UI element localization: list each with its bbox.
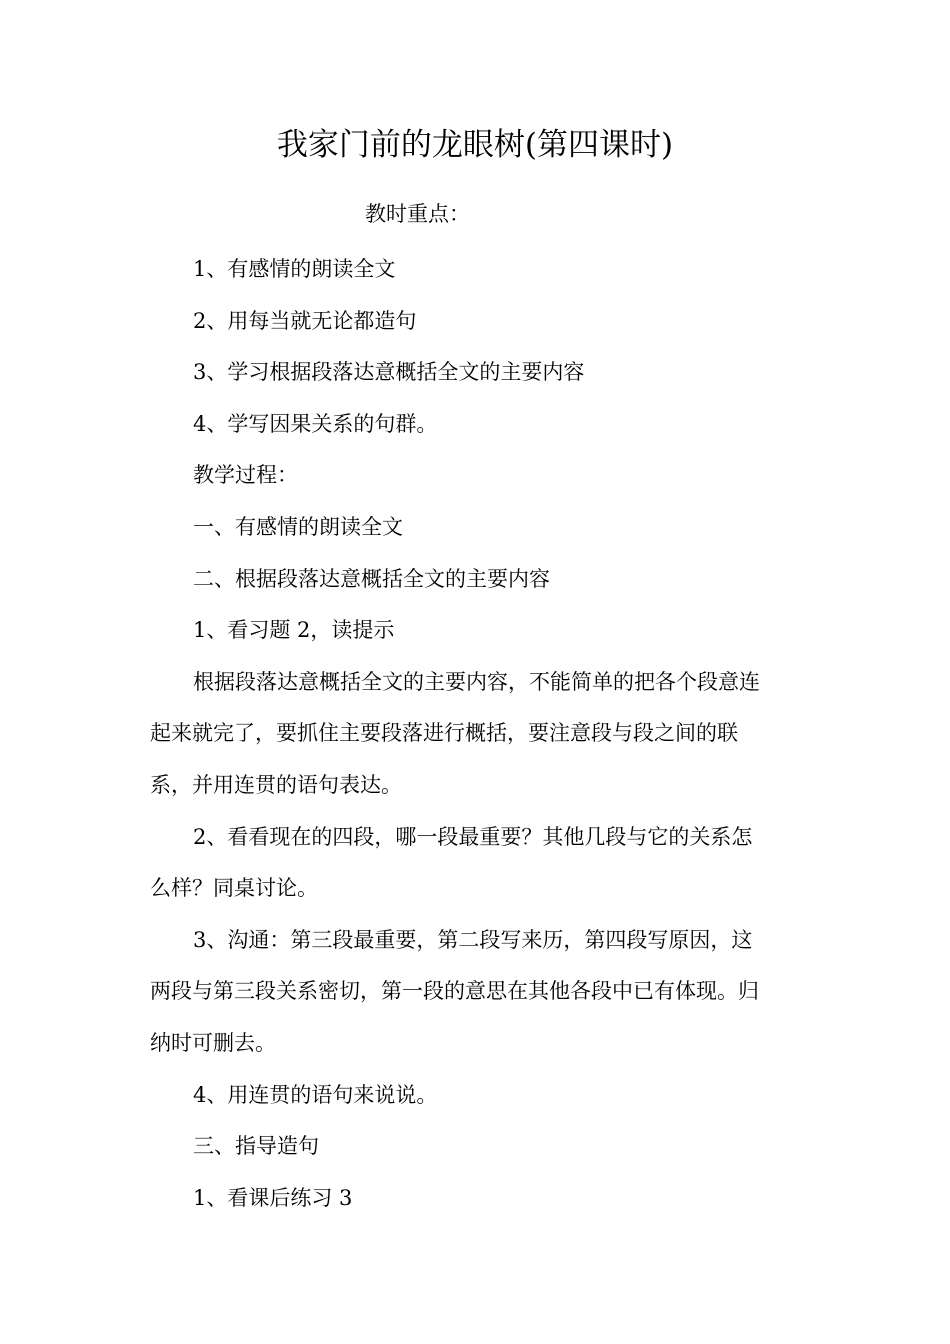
body-line: 两段与第三段关系密切，第一段的意思在其他各段中已有体现。归 [150, 979, 759, 1004]
body-line: 教学过程： [193, 463, 298, 488]
focus-heading: 教时重点： [365, 202, 470, 226]
body-line: 2、看看现在的四段，哪一段最重要？其他几段与它的关系怎 [193, 824, 753, 849]
document-body [150, 244, 802, 1224]
body-line: 4、学写因果关系的句群。 [193, 411, 438, 436]
body-line: 系，并用连贯的语句表达。 [150, 772, 402, 797]
body-line: 二、根据段落达意概括全文的主要内容 [193, 566, 550, 591]
body-line: 么样？同桌讨论。 [150, 876, 318, 901]
body-line: 一、有感情的朗读全文 [193, 514, 403, 539]
body-line: 根据段落达意概括全文的主要内容，不能简单的把各个段意连 [193, 669, 760, 694]
body-line: 3、学习根据段落达意概括全文的主要内容 [193, 360, 585, 385]
body-line: 4、用连贯的语句来说说。 [193, 1082, 438, 1107]
body-line: 1、看习题 2，读提示 [193, 618, 395, 643]
document-title: 我家门前的龙眼树(第四课时) [276, 127, 674, 163]
body-line: 起来就完了，要抓住主要段落进行概括，要注意段与段之间的联 [150, 721, 738, 746]
body-line: 1、有感情的朗读全文 [193, 257, 396, 281]
body-line: 1、看课后练习 3 [193, 1185, 353, 1210]
body-line: 纳时可删去。 [150, 1030, 276, 1055]
body-line: 2、用每当就无论都造句 [193, 308, 417, 333]
body-line: 3、沟通：第三段最重要，第二段写来历，第四段写原因，这 [193, 927, 753, 952]
body-line: 三、指导造句 [193, 1134, 319, 1159]
